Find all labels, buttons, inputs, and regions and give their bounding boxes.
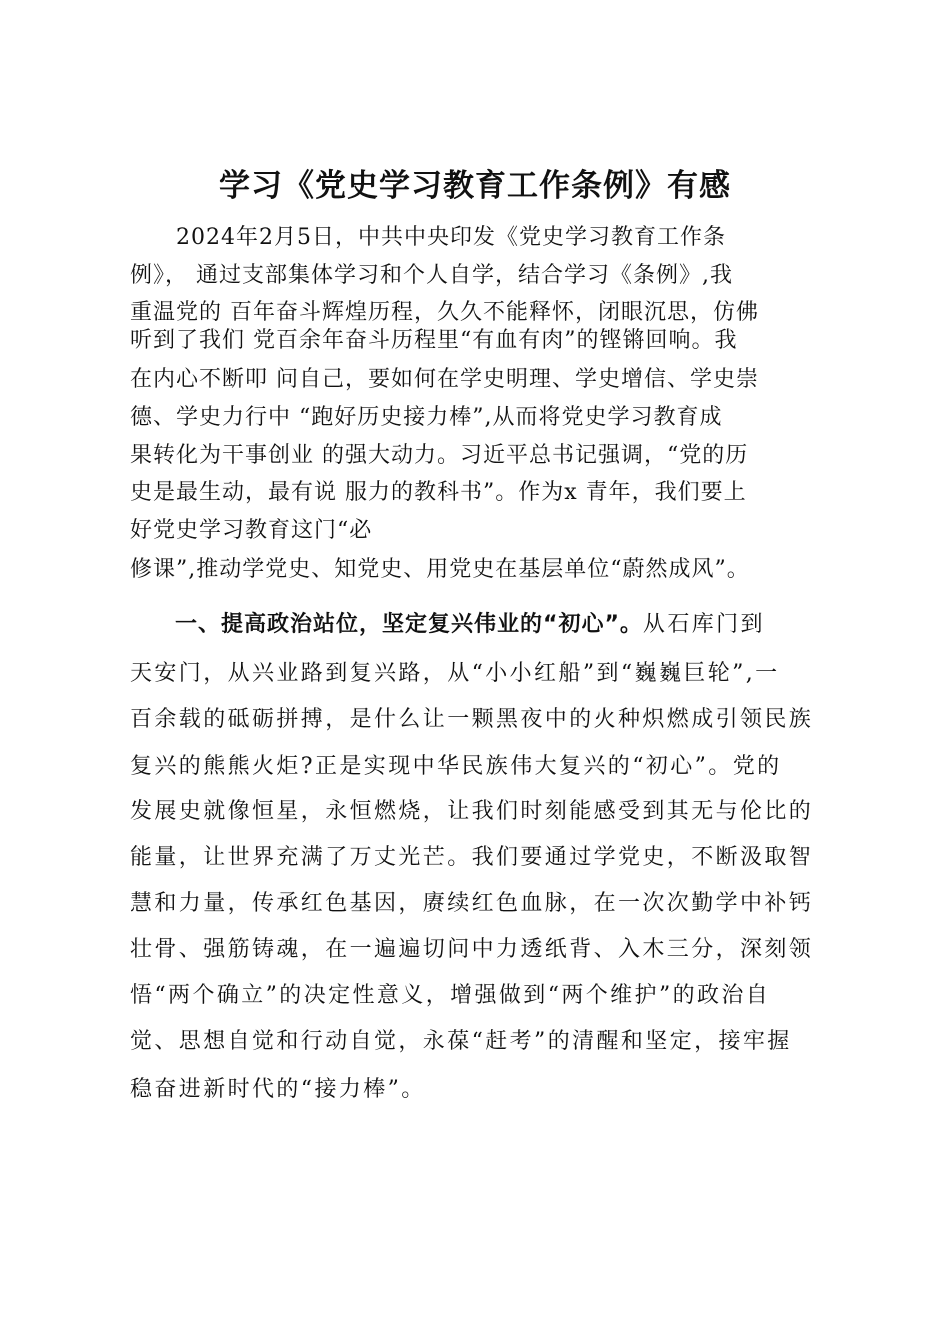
intro-line: 听到了我们 党百余年奋斗历程里“有血有肉”的铿锵回响。我 [130, 328, 738, 353]
section-1-line: 悟“两个确立”的决定性意义，增强做到“两个维护”的政治自 [130, 983, 771, 1008]
intro-line: 德、学史力行中 “跑好历史接力棒”,从而将党史学习教育成 [130, 405, 723, 430]
section-1-heading: 一、提高政治站位，坚定复兴伟业的“初心”。 [175, 612, 643, 637]
section-1-line: 稳奋进新时代的“接力棒”。 [130, 1077, 426, 1102]
intro-line: 好党史学习教育这门“必 [130, 518, 373, 543]
section-1-line: 百余载的砥砺拼搏，是什么让一颗黑夜中的火种炽燃成引领民族 [130, 707, 814, 732]
section-1-line: 天安门，从兴业路到复兴路，从“小小红船”到“巍巍巨轮”,一 [130, 661, 780, 686]
intro-continuation-line: 修课”,推动学党史、知党史、用党史在基层单位“蔚然成风”。 [130, 557, 750, 582]
section-1-line: 能量，让世界充满了万丈光芒。我们要通过学党史，不断汲取智 [130, 845, 814, 870]
intro-line: 果转化为干事创业 的强大动力。习近平总书记强调，“党的历 [130, 443, 749, 468]
section-1-line: 复兴的熊熊火炬?正是实现中华民族伟大复兴的“初心”。党的 [130, 754, 782, 779]
section-1-line: 壮骨、强筋铸魂，在一遍遍切问中力透纸背、入木三分，深刻领 [130, 937, 814, 962]
intro-line: 2024年2月5日，中共中央印发《党史学习教育工作条 [130, 225, 726, 250]
section-1-line: 发展史就像恒星，永恒燃烧，让我们时刻能感受到其无与伦比的 [130, 799, 814, 824]
section-1-first-line-text: 从石库门到 [642, 612, 765, 637]
section-1-line: 慧和力量，传承红色基因，赓续红色血脉，在一次次勤学中补钙 [130, 891, 814, 916]
section-1-line: 觉、思想自觉和行动自觉，永葆“赶考”的清醒和坚定，接牢握 [130, 1029, 792, 1054]
intro-line: 重温党的 百年奋斗辉煌历程，久久不能释怀，闭眼沉思，仿佛 [130, 300, 759, 325]
intro-line: 史是最生动，最有说 服力的教科书”。作为x 青年，我们要上 [130, 480, 747, 505]
intro-line: 例》， 通过支部集体学习和个人自学，结合学习《条例》,我 [130, 263, 733, 288]
document-title: 学习《党史学习教育工作条例》有感 [219, 168, 731, 204]
section-1-first-line [175, 610, 765, 640]
intro-line: 在内心不断叩 问自己，要如何在学史明理、学史增信、学史崇 [130, 367, 759, 392]
